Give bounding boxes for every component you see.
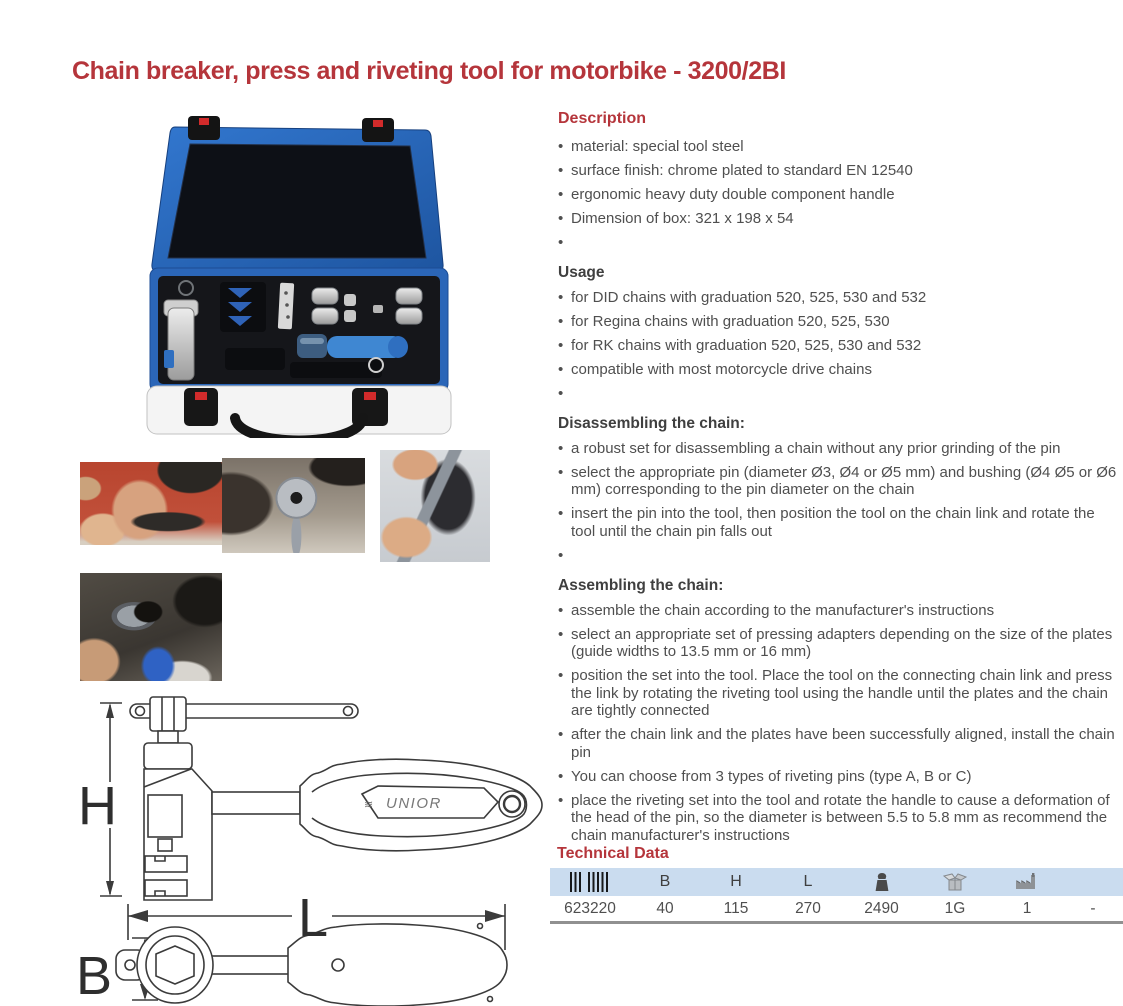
list-item: • compatible with most motorcycle drive chains: [558, 360, 872, 378]
list-item: • a robust set for disassembling a chain without any prior grinding of the pin: [558, 439, 1061, 457]
section-heading-assembling: Assembling the chain:: [558, 577, 724, 594]
list-item: • insert the pin into the tool, then position the tool on the chain link and rotate the tool until the chain pin falls out: [558, 505, 1095, 540]
dimension-label-l: L: [298, 888, 329, 948]
list-item: • for Regina chains with graduation 520, 525, 530: [558, 312, 890, 330]
list-item: • select the appropriate pin (diameter Ø3, Ø4 or Ø5 mm) and bushing (Ø4 Ø5 or Ø6 mm) corresponding to the pin diameter on the chain: [558, 463, 1117, 498]
section-heading-disassembling: Disassembling the chain:: [558, 415, 745, 432]
list-item: • ergonomic heavy duty double component handle: [558, 185, 895, 203]
value-l: 270: [772, 896, 844, 923]
value-article-number: 623220: [550, 896, 630, 923]
column-header-l: L: [772, 868, 844, 896]
value-h: 115: [700, 896, 772, 923]
column-header-weight: [844, 868, 919, 896]
list-item: • place the riveting set into the tool and rotate the handle to cause a deformation of the head of the pin, so the diameter is between 5.5 to 5.8 mm as recommend the chain manufacturer's instructions: [558, 791, 1110, 844]
package-icon: [943, 873, 967, 892]
section-heading-usage: Usage: [558, 264, 605, 281]
list-item: •: [558, 546, 564, 564]
value-b: 40: [630, 896, 700, 923]
list-item: • Dimension of box: 321 x 198 x 54: [558, 209, 794, 227]
value-extra: -: [1063, 896, 1123, 923]
list-item: • for RK chains with graduation 520, 525, 530 and 532: [558, 336, 922, 354]
value-weight: 2490: [844, 896, 919, 923]
weight-icon: [874, 872, 890, 892]
foam-brand-strip: [278, 283, 294, 330]
column-header-article: [550, 868, 630, 896]
page-title: Chain breaker, press and riveting tool for motorbike - 3200/2BI: [72, 56, 786, 85]
section-heading-technical-data: Technical Data: [557, 845, 669, 862]
product-photo-1: [80, 462, 222, 545]
description-panel: [558, 110, 1123, 851]
list-item: • for DID chains with graduation 520, 525, 530 and 532: [558, 288, 927, 306]
table-header-row: [550, 868, 1123, 896]
column-header-b: B: [630, 868, 700, 896]
case-lid-inner: [168, 144, 426, 258]
product-image-toolbox: [140, 112, 522, 438]
dimension-label-b: B: [76, 946, 113, 1006]
technical-data-panel: [550, 845, 1123, 924]
list-item: •: [558, 384, 564, 402]
dimension-label-h: H: [78, 776, 117, 836]
list-item: • material: special tool steel: [558, 137, 744, 155]
value-quantity: 1: [991, 896, 1063, 923]
factory-icon: [1014, 873, 1040, 890]
list-item: • select an appropriate set of pressing adapters depending on the size of the plates (guide widths to 13.5 mm or 16 mm): [558, 625, 1113, 660]
svg-text:≋: ≋: [364, 799, 374, 811]
list-item: •: [558, 233, 564, 251]
product-photo-3: [380, 450, 490, 562]
list-item: • after the chain link and the plates have been successfully aligned, install the chain pin: [558, 726, 1115, 761]
dimension-drawing: [60, 688, 545, 1006]
product-photo-4: [80, 573, 222, 681]
list-item: • You can choose from 3 types of riveting pins (type A, B or C): [558, 767, 972, 785]
column-header-factory: [991, 868, 1063, 896]
column-header-h: H: [700, 868, 772, 896]
list-item: • assemble the chain according to the manufacturer's instructions: [558, 601, 995, 619]
section-heading-description: Description: [558, 110, 647, 127]
brand-wordmark: UNIOR: [386, 795, 442, 812]
list-item: • surface finish: chrome plated to standard EN 12540: [558, 161, 913, 179]
technical-data-table: [550, 868, 1123, 924]
table-data-row: [550, 896, 1123, 923]
value-package: 1G: [919, 896, 991, 923]
riveting-handle: [297, 334, 408, 358]
list-item: • position the set into the tool. Place the tool on the connecting chain link and press the link by rotating the riveting tool using the handle until the plates and the chain are tightly connected: [558, 667, 1113, 719]
barcode-icon: [570, 872, 610, 892]
column-header-extra: [1063, 868, 1123, 896]
column-header-package: [919, 868, 991, 896]
product-photo-2: [222, 458, 365, 553]
